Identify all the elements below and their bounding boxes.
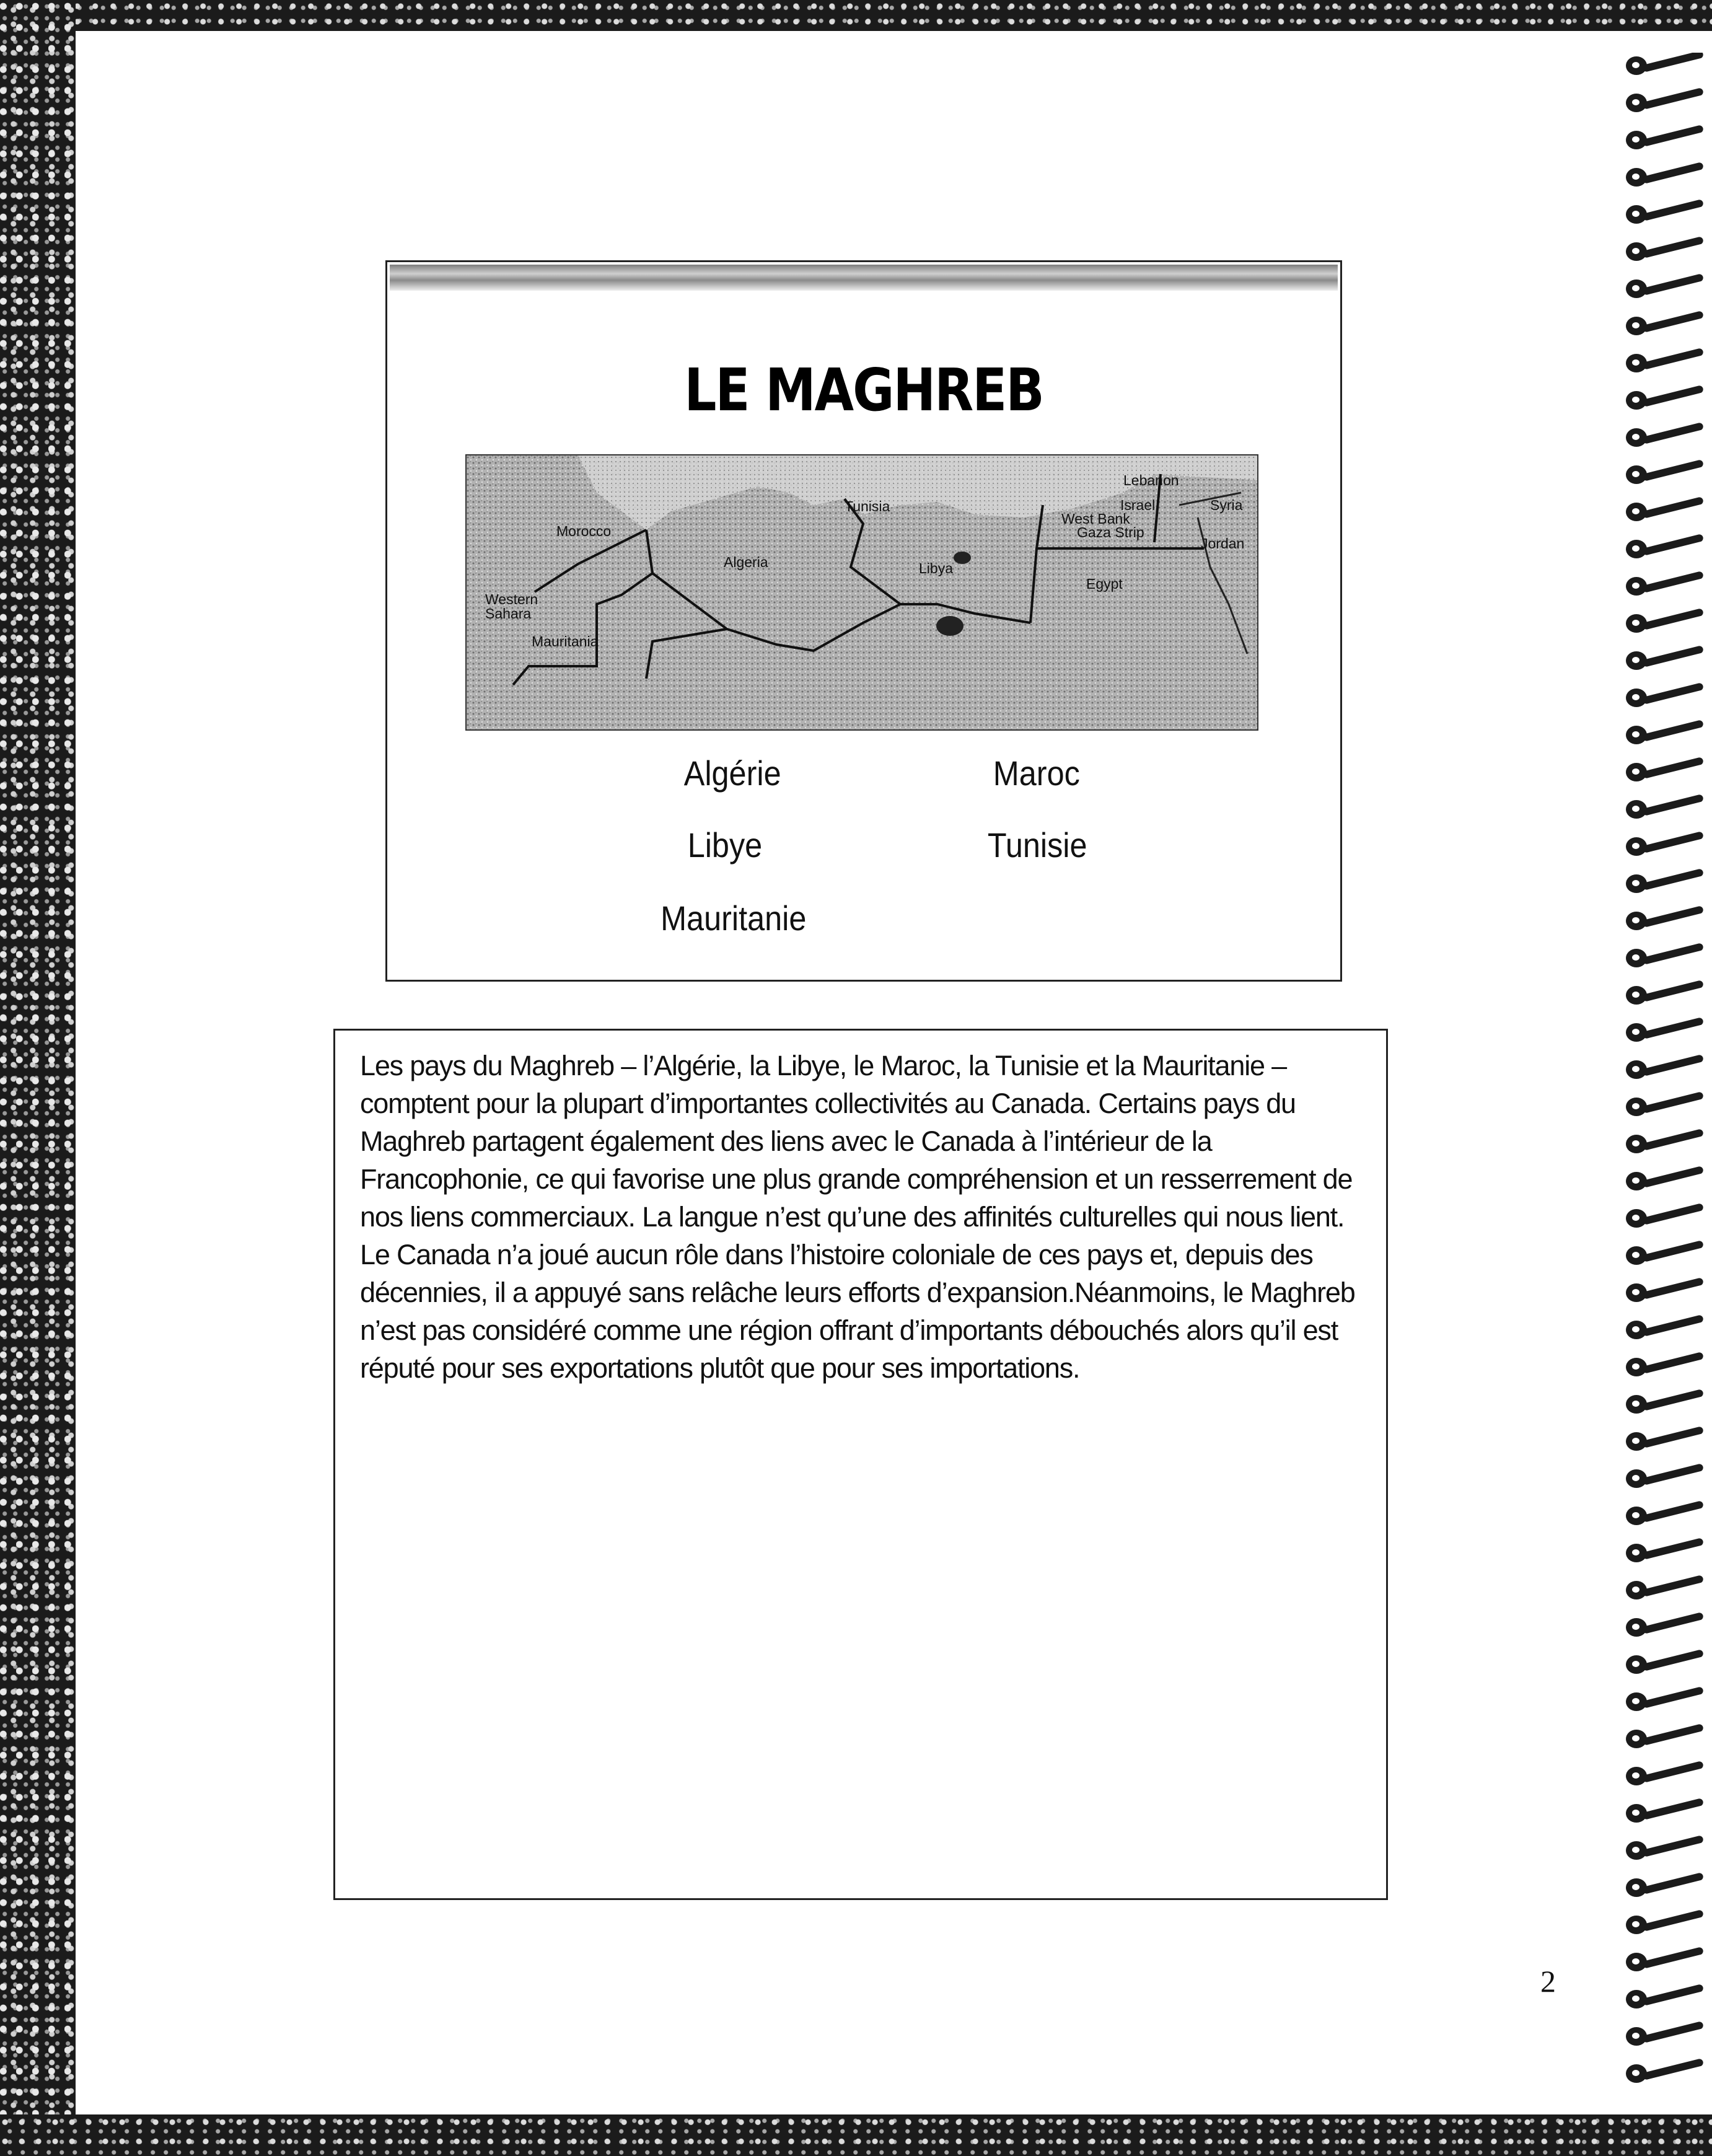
text-line: Maghreb partagent également des liens avec le Canada à l’intérieur de la — [360, 1125, 1212, 1157]
coil-wire — [1642, 719, 1704, 742]
spiral-coil — [1623, 1986, 1710, 2013]
country-libya: Libye — [687, 825, 763, 865]
coil-wire — [1642, 645, 1704, 667]
map-label-morocco: Morocco — [556, 523, 612, 539]
spiral-coil — [1623, 1019, 1710, 1047]
coil-wire — [1642, 571, 1704, 593]
map-label-western-sahara: Western — [485, 591, 538, 607]
spiral-coil — [1623, 536, 1710, 563]
coil-wire — [1642, 1686, 1704, 1709]
spiral-coil — [1623, 685, 1710, 712]
spiral-coil — [1623, 1466, 1710, 1493]
slide-header-band — [390, 265, 1338, 291]
country-tunisia: Tunisie — [987, 825, 1087, 865]
coil-wire — [1642, 1166, 1704, 1188]
coil-wire — [1642, 1314, 1704, 1337]
country-mauritania: Mauritanie — [661, 899, 807, 938]
spiral-coil — [1623, 127, 1710, 154]
coil-wire — [1642, 1538, 1704, 1560]
coil-wire — [1642, 943, 1704, 965]
coil-wire — [1642, 310, 1704, 333]
spiral-coil — [1623, 350, 1710, 377]
map-label-egypt: Egypt — [1086, 576, 1123, 592]
description-box — [333, 1029, 1388, 1900]
spiral-coil — [1623, 1875, 1710, 1902]
spiral-coil — [1623, 1912, 1710, 1939]
spiral-coil — [1623, 982, 1710, 1010]
coil-wire — [1642, 1909, 1704, 1932]
map-label-libya: Libya — [919, 560, 953, 576]
country-morocco: Maroc — [993, 754, 1080, 793]
coil-wire — [1642, 459, 1704, 482]
coil-wire — [1642, 757, 1704, 779]
spiral-coil — [1623, 239, 1710, 266]
spiral-coil — [1623, 759, 1710, 786]
map-label-jordan: Jordan — [1201, 535, 1245, 552]
spiral-coil — [1623, 722, 1710, 749]
spiral-coil — [1623, 1540, 1710, 1567]
text-line: réputé pour ses exportations plutôt que pour ses importations. — [360, 1352, 1080, 1384]
coil-wire — [1642, 1872, 1704, 1894]
spiral-coil — [1623, 610, 1710, 638]
spiral-coil — [1623, 1837, 1710, 1865]
map-label-israel: Israel — [1120, 497, 1156, 513]
description-text — [360, 1047, 1364, 1387]
coil-wire — [1642, 2058, 1704, 2080]
spiral-coil — [1623, 1391, 1710, 1419]
page-number: 2 — [1540, 1964, 1556, 1999]
coil-wire — [1642, 1723, 1704, 1746]
spiral-coil — [1623, 1317, 1710, 1344]
coil-wire — [1642, 496, 1704, 519]
coil-wire — [1642, 1091, 1704, 1114]
coil-wire — [1642, 125, 1704, 147]
spiral-coil — [1623, 313, 1710, 340]
text-line: Francophonie, ce qui favorise une plus grande compréhension et un resserrement de — [360, 1163, 1353, 1195]
spiral-coil — [1623, 1057, 1710, 1084]
spiral-coil — [1623, 387, 1710, 415]
coil-wire — [1642, 1017, 1704, 1039]
spiral-coil — [1623, 1949, 1710, 1976]
text-line: n’est pas considéré comme une région offrant d’importants débouchés alors qu’il est — [360, 1314, 1338, 1346]
spiral-coil — [1623, 1354, 1710, 1381]
coil-wire — [1642, 273, 1704, 296]
spiral-coil — [1623, 1652, 1710, 1679]
spiral-coil — [1623, 1428, 1710, 1456]
map-label-mauritania: Mauritania — [532, 633, 599, 649]
coil-wire — [1642, 534, 1704, 556]
scan-border-left — [0, 0, 76, 2156]
coil-wire — [1642, 199, 1704, 221]
spiral-coil — [1623, 834, 1710, 861]
maghreb-map — [465, 454, 1258, 731]
spiral-coil — [1623, 2023, 1710, 2051]
map-lake — [936, 616, 964, 636]
coil-wire — [1642, 53, 1704, 73]
coil-wire — [1642, 1352, 1704, 1374]
map-lake — [954, 552, 971, 564]
coil-wire — [1642, 1500, 1704, 1523]
coil-wire — [1642, 162, 1704, 184]
coil-wire — [1642, 1463, 1704, 1485]
spiral-coil — [1623, 945, 1710, 972]
coil-wire — [1642, 1277, 1704, 1300]
spiral-coil — [1623, 648, 1710, 675]
text-line: nos liens commerciaux. La langue n’est qu’une des affinités culturelles qui nous lient. — [360, 1201, 1345, 1233]
map-label-west-bank: West Bank — [1061, 511, 1130, 527]
spiral-coil — [1623, 276, 1710, 303]
coil-wire — [1642, 1612, 1704, 1634]
coil-wire — [1642, 682, 1704, 705]
coil-wire — [1642, 236, 1704, 258]
spiral-coil — [1623, 1800, 1710, 1828]
coil-wire — [1642, 1649, 1704, 1671]
spiral-coil — [1623, 1131, 1710, 1158]
spiral-coil — [1623, 1763, 1710, 1790]
spiral-coil — [1623, 90, 1710, 117]
coil-wire — [1642, 422, 1704, 444]
spiral-coil — [1623, 201, 1710, 229]
coil-wire — [1642, 1984, 1704, 2006]
coil-wire — [1642, 1203, 1704, 1225]
coil-wire — [1642, 1389, 1704, 1411]
slide-box — [385, 260, 1342, 982]
spiral-coil — [1623, 908, 1710, 935]
slide-title: LE MAGHREB — [684, 356, 1043, 425]
coil-wire — [1642, 1798, 1704, 1820]
text-line: décennies, il a appuyé sans relâche leurs efforts d’expansion.Néanmoins, le Maghreb — [360, 1277, 1355, 1308]
spiral-coil — [1623, 573, 1710, 601]
spiral-coil — [1623, 1094, 1710, 1121]
coil-wire — [1642, 1129, 1704, 1151]
scan-border-bottom — [0, 2114, 1712, 2156]
map-label-western-sahara-2: Sahara — [485, 605, 532, 622]
map-label-gaza-strip: Gaza Strip — [1077, 524, 1144, 540]
spiral-coil — [1623, 871, 1710, 898]
coil-wire — [1642, 980, 1704, 1002]
coil-wire — [1642, 385, 1704, 407]
coil-wire — [1642, 1054, 1704, 1076]
spiral-coil — [1623, 1205, 1710, 1233]
text-line: comptent pour la plupart d’importantes collectivités au Canada. Certains pays du — [360, 1088, 1296, 1119]
map-label-syria: Syria — [1210, 497, 1243, 513]
spiral-binding — [1623, 53, 1712, 2110]
coil-wire — [1642, 348, 1704, 370]
coil-wire — [1642, 1426, 1704, 1448]
coil-wire — [1642, 1835, 1704, 1857]
spiral-coil — [1623, 1614, 1710, 1642]
spiral-coil — [1623, 499, 1710, 526]
text-line: Le Canada n’a joué aucun rôle dans l’histoire coloniale de ces pays et, depuis des — [360, 1239, 1313, 1270]
coil-wire — [1642, 1240, 1704, 1262]
coil-wire — [1642, 87, 1704, 110]
map-label-lebanon: Lebanon — [1123, 472, 1179, 488]
coil-wire — [1642, 905, 1704, 928]
text-line: Les pays du Maghreb – l’Algérie, la Libye, le Maroc, la Tunisie et la Mauritanie – — [360, 1050, 1286, 1081]
spiral-coil — [1623, 1280, 1710, 1307]
coil-wire — [1642, 794, 1704, 816]
coil-wire — [1642, 608, 1704, 630]
spiral-coil — [1623, 1168, 1710, 1195]
spiral-coil — [1623, 164, 1710, 191]
country-algeria: Algérie — [683, 754, 781, 793]
coil-wire — [1642, 868, 1704, 891]
spiral-coil — [1623, 1503, 1710, 1530]
spiral-coil — [1623, 1243, 1710, 1270]
spiral-coil — [1623, 425, 1710, 452]
coil-wire — [1642, 1947, 1704, 1969]
spiral-coil — [1623, 462, 1710, 489]
coil-wire — [1642, 831, 1704, 853]
spiral-coil — [1623, 53, 1710, 80]
spiral-coil — [1623, 2061, 1710, 2088]
spiral-coil — [1623, 1577, 1710, 1604]
coil-wire — [1642, 2021, 1704, 2043]
coil-wire — [1642, 1761, 1704, 1783]
spiral-coil — [1623, 1726, 1710, 1753]
scan-border-top — [0, 0, 1712, 31]
spiral-coil — [1623, 1689, 1710, 1716]
spiral-coil — [1623, 796, 1710, 824]
map-label-algeria: Algeria — [724, 554, 768, 570]
coil-wire — [1642, 1575, 1704, 1597]
map-label-tunisia: Tunisia — [845, 498, 890, 514]
